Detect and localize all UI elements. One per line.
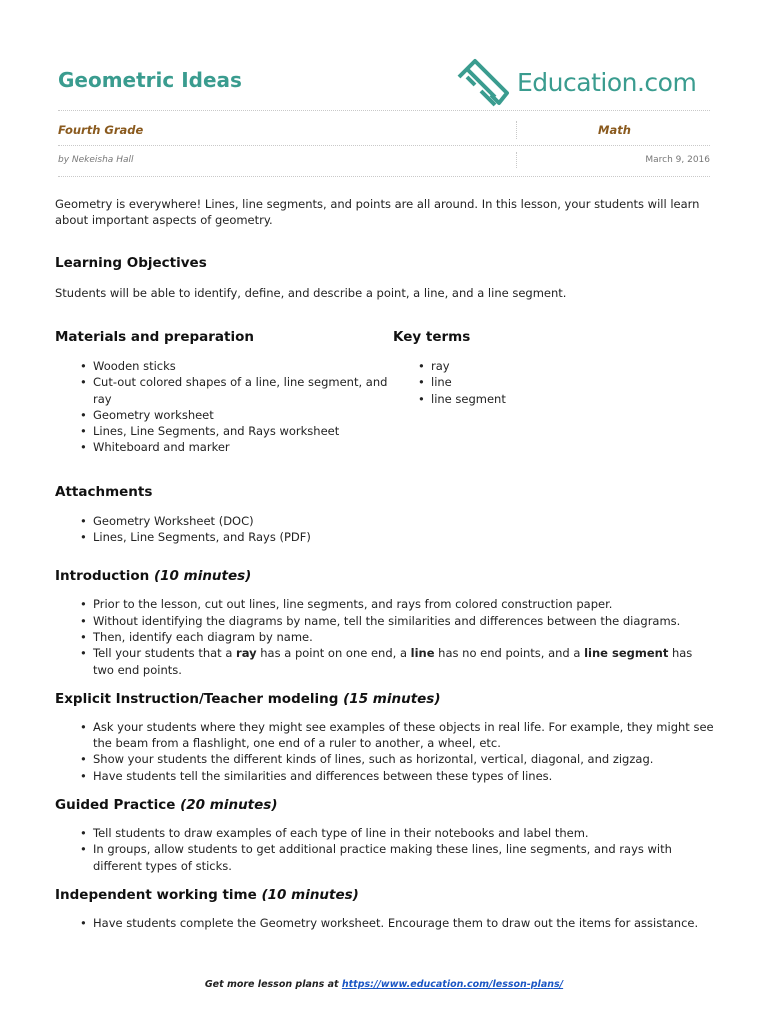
grade-label: Fourth Grade [58,123,144,137]
text-run: has no end points, and a [434,646,585,661]
list-item: • Geometry worksheet [55,407,393,423]
subject-label: Math [598,123,631,137]
list-item: • Whiteboard and marker [55,439,393,455]
independent-working-heading [55,887,715,903]
section-time: (10 minutes) [261,886,359,903]
list-item: • Have students complete the Geometry worksheet. Encourage them to draw out the items for assistance. [55,915,715,931]
text-run: Tell your students that a [93,646,237,661]
text-run: has two end points. [93,646,693,677]
meta-bottom-divider [58,176,710,177]
introduction-heading [55,568,715,584]
term-line-segment: line segment [584,646,669,661]
explicit-instruction-heading [55,691,715,707]
meta-column-separator [516,121,517,139]
page-footer [0,979,768,990]
attachment-link[interactable]: • Lines, Line Segments, and Rays (PDF) [55,529,715,545]
list-item: • In groups, allow students to get additional practice making these lines, line segments, and rays with different types of sticks. [55,841,715,874]
objectives-text: Students will be able to identify, define, and describe a point, a line, and a line segment. [55,286,567,300]
section-title: Explicit Instruction/Teacher modeling [55,690,339,707]
list-item: • Have students tell the similarities and differences between these types of lines. [55,768,715,784]
attachments-heading: Attachments [55,483,153,500]
header-divider [58,110,710,111]
objectives-heading: Learning Objectives [55,255,207,271]
section-time: (15 minutes) [343,690,441,707]
section-title: Guided Practice [55,797,176,814]
attachment-link[interactable]: • Geometry Worksheet (DOC) [55,513,715,529]
list-item: • line segment [393,391,693,407]
footer-text: Get more lesson plans at [204,979,342,990]
materials-list [55,358,393,456]
guided-practice-heading [55,797,715,813]
list-item [55,645,715,678]
list-item: • Show your students the different kinds of lines, such as horizontal, vertical, diagonal, and zigzag. [55,751,715,767]
explicit-instruction-list [55,719,715,784]
list-item: • Cut-out colored shapes of a line, line segment, and ray [55,374,393,407]
section-time: (10 minutes) [153,568,252,585]
list-item: • line [393,374,693,390]
introduction-list [55,596,715,677]
section-time: (20 minutes) [180,797,278,814]
meta-column-separator-2 [516,152,517,168]
term-line: line [410,646,435,661]
guided-practice-list [55,825,715,874]
list-item: • Ask your students where they might see examples of these objects in real life. For example, they might see the beam from a flashlight, one end of a ruler to another, a wheel, etc. [55,719,715,752]
list-item: • Wooden sticks [55,358,393,374]
independent-working-list [55,915,715,931]
lesson-plans-link[interactable]: https://www.education.com/lesson-plans/ [341,979,564,990]
author-label: by Nekeisha Hall [58,155,134,165]
list-item: • Then, identify each diagram by name. [55,629,715,645]
education-com-logo[interactable] [455,57,696,107]
meta-divider [58,145,710,146]
list-item: • Prior to the lesson, cut out lines, line segments, and rays from colored construction paper. [55,596,715,612]
list-item: • ray [393,358,693,374]
list-item: • Tell students to draw examples of each type of line in their notebooks and label them. [55,825,715,841]
date-label: March 9, 2016 [645,155,710,165]
section-title: Introduction [55,568,150,585]
materials-heading: Materials and preparation [55,329,254,345]
pencil-logo-icon [455,57,513,107]
term-ray: ray [236,646,257,661]
list-item: • Without identifying the diagrams by name, tell the similarities and differences between the diagrams. [55,613,715,629]
key-terms-list [393,358,693,407]
page-title: Geometric Ideas [58,68,242,92]
key-terms-heading: Key terms [393,329,471,345]
attachments-list [55,513,715,546]
list-item: • Lines, Line Segments, and Rays worksheet [55,423,393,439]
intro-paragraph: Geometry is everywhere! Lines, line segments, and points are all around. In this lesson, your students will learn about important aspects of geometry. [55,197,700,227]
lesson-content [55,196,715,931]
text-run: has a point on one end, a [256,646,411,661]
section-title: Independent working time [55,886,257,903]
logo-wordmark: Education.com [517,67,697,97]
